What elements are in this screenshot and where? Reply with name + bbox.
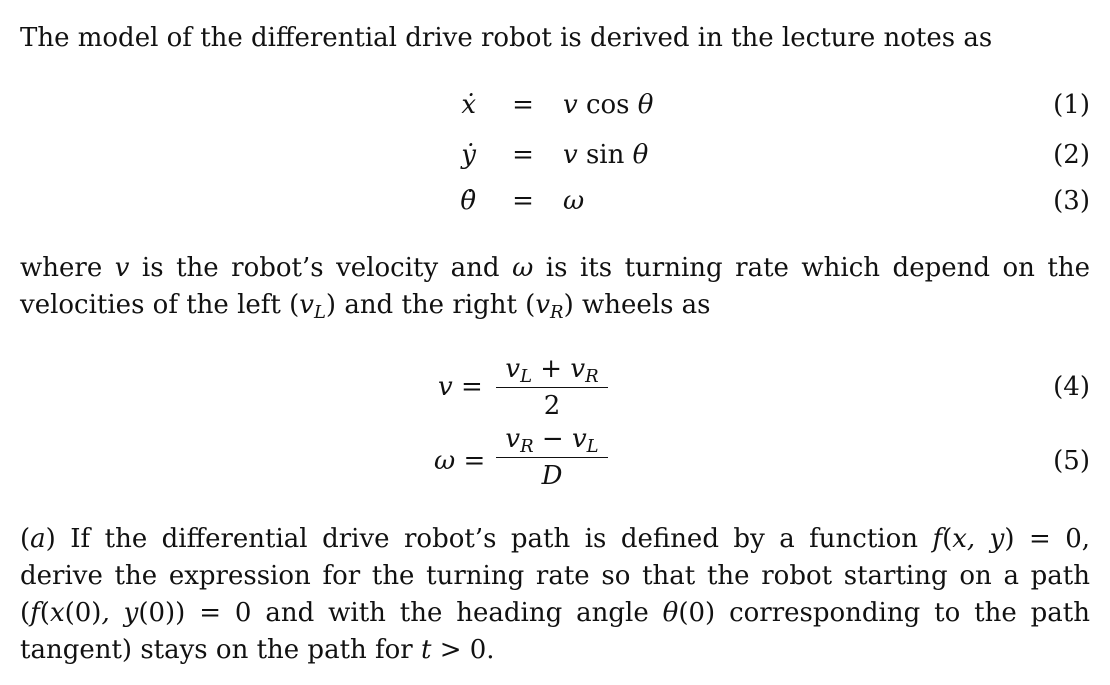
eq4-denominator: 2 [543,391,561,421]
eq3-lhs: θ̇ [460,186,476,216]
eq2-rhs: v sin θ [563,140,649,170]
eq1-rhs: v cos θ [563,90,654,120]
question-line-2: derive the expression for the turning rate so that the robot starting on a path [20,561,1090,591]
eq5-fraction [496,424,608,491]
question-line-4: tangent) stays on the path for t > 0. [20,635,495,665]
eq5-number: (5) [1053,446,1090,476]
middle-line-2: velocities of the left $(v_L)$ and the right $(v_R)$ wheels as [20,290,711,323]
middle-paragraph [20,250,1090,324]
eq3-rhs: ω [563,186,585,216]
eq4-numerator: $v_L + v_R$ [505,354,599,387]
eq1-number: (1) [1053,90,1090,120]
eq2-lhs: ẏ [461,140,476,170]
middle-line-1: where v is the robot’s velocity and ω is its turning rate which depend on the [20,253,1090,283]
eq1-lhs: ẋ [461,90,476,120]
eq4-fraction [496,354,608,421]
eq2-relation: = [512,140,534,170]
eq3-relation: = [512,186,534,216]
eq4-number: (4) [1053,372,1090,402]
eq5-numerator: $v_R - v_L$ [505,424,599,457]
eq2-number: (2) [1053,140,1090,170]
question-paragraph [20,521,1090,669]
eq4-lhs: v = [438,372,483,402]
eq1-relation: = [512,90,534,120]
eq3-number: (3) [1053,186,1090,216]
question-line-3: (f(x(0), y(0)) = 0 and with the heading angle θ(0) corresponding to the path [20,598,1090,628]
question-line-1: (a) If the differential drive robot’s path is defined by a function f(x, y) = 0, [20,524,1090,554]
intro-paragraph: The model of the differential drive robot is derived in the lecture notes as [20,23,993,53]
eq5-lhs: ω = [434,446,486,476]
eq5-denominator: D [541,461,563,491]
